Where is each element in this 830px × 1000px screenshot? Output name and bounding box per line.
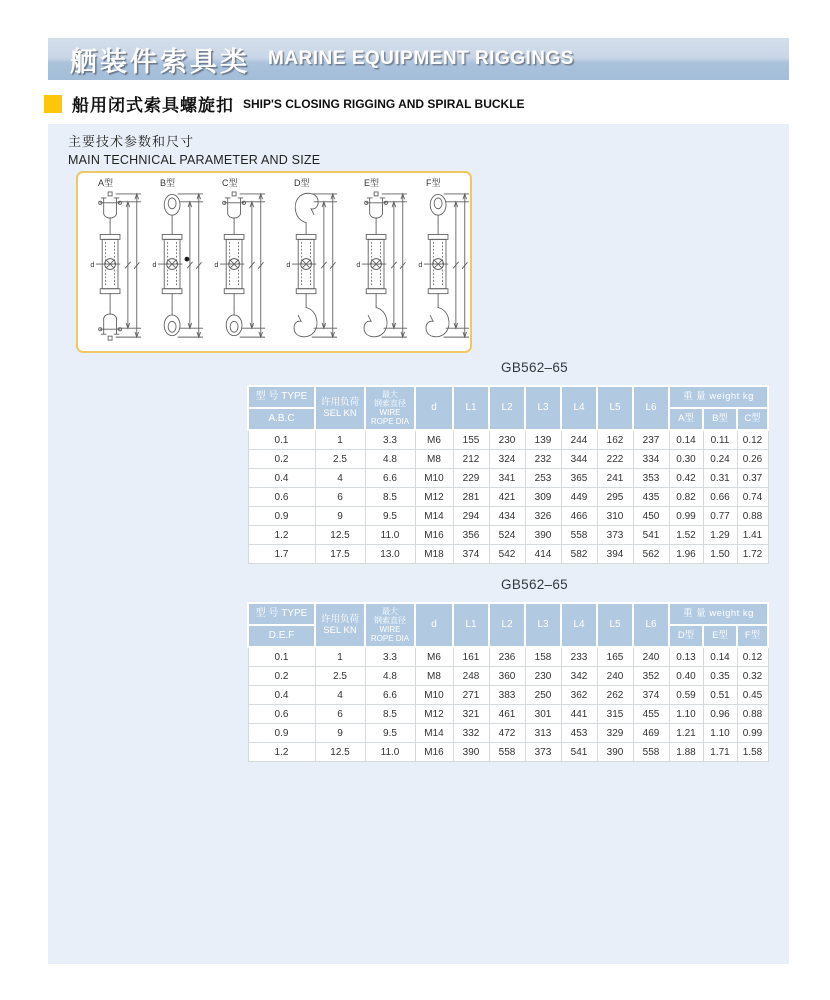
cell-value: 301 xyxy=(525,705,561,724)
spec-table-abc xyxy=(247,385,769,564)
cell-value: 0.99 xyxy=(737,724,768,743)
cell-value: 0.12 xyxy=(737,430,768,450)
cell-value: 374 xyxy=(633,686,669,705)
cell-value: 222 xyxy=(597,450,633,469)
turnbuckle-diagram-box xyxy=(76,171,472,353)
header-dim-col: d xyxy=(415,603,453,647)
spec-table-def-wrap xyxy=(247,602,767,762)
banner-title-zh: 舾装件索具类 xyxy=(70,46,250,77)
header-weight: 重 量 weight kg xyxy=(669,603,768,625)
figure-label: B型 xyxy=(160,178,176,188)
cell-value: M18 xyxy=(415,545,453,564)
figure-label: D型 xyxy=(294,178,310,188)
header-dim-col: L6 xyxy=(633,603,669,647)
header-dim-col: L1 xyxy=(453,603,489,647)
cell-value: 3.3 xyxy=(365,647,415,667)
header-type-sub: D.E.F xyxy=(248,625,315,647)
cell-value: 0.45 xyxy=(737,686,768,705)
cell-value: 353 xyxy=(633,469,669,488)
cell-value: 0.13 xyxy=(669,647,703,667)
cell-value: 0.40 xyxy=(669,667,703,686)
cell-value: 360 xyxy=(489,667,525,686)
table-row xyxy=(248,724,768,743)
cell-value: 1.10 xyxy=(703,724,737,743)
cell-value: 9.5 xyxy=(365,724,415,743)
cell-value: 383 xyxy=(489,686,525,705)
svg-text:d: d xyxy=(356,260,361,270)
cell-value: 421 xyxy=(489,488,525,507)
cell-value: 0.4 xyxy=(248,469,315,488)
cell-value: 4 xyxy=(315,469,365,488)
cell-value: 8.5 xyxy=(365,488,415,507)
cell-value: 362 xyxy=(561,686,597,705)
svg-text:d: d xyxy=(286,260,291,270)
cell-value: 435 xyxy=(633,488,669,507)
cell-value: 4 xyxy=(315,686,365,705)
cell-value: 1.10 xyxy=(669,705,703,724)
cell-value: 9 xyxy=(315,507,365,526)
cell-value: 236 xyxy=(489,647,525,667)
cell-value: 0.74 xyxy=(737,488,768,507)
cell-value: 11.0 xyxy=(365,526,415,545)
cell-value: 0.11 xyxy=(703,430,737,450)
cell-value: 0.9 xyxy=(248,724,315,743)
header-dim-col: L1 xyxy=(453,386,489,430)
cell-value: 321 xyxy=(453,705,489,724)
cell-value: 461 xyxy=(489,705,525,724)
cell-value: 1.41 xyxy=(737,526,768,545)
cell-value: 472 xyxy=(489,724,525,743)
header-type: 型 号 TYPE xyxy=(248,386,315,408)
turnbuckle-figure-e xyxy=(356,178,412,350)
cell-value: 0.30 xyxy=(669,450,703,469)
section-title-en: SHIP'S CLOSING RIGGING AND SPIRAL BUCKLE xyxy=(243,96,525,111)
cell-value: 434 xyxy=(489,507,525,526)
table-row xyxy=(248,545,768,564)
table-row xyxy=(248,686,768,705)
header-weight: 重 量 weight kg xyxy=(669,386,768,408)
cell-value: 1.2 xyxy=(248,526,315,545)
cell-value: 0.37 xyxy=(737,469,768,488)
cell-value: 373 xyxy=(525,743,561,762)
cell-value: 562 xyxy=(633,545,669,564)
figure-label: A型 xyxy=(98,178,114,188)
cell-value: M10 xyxy=(415,469,453,488)
header-dim-col: L3 xyxy=(525,386,561,430)
page-banner xyxy=(48,38,789,80)
table-row xyxy=(248,430,768,450)
cell-value: 0.1 xyxy=(248,430,315,450)
cell-value: 232 xyxy=(525,450,561,469)
cell-value: M12 xyxy=(415,705,453,724)
turnbuckle-figure-d xyxy=(286,178,342,350)
header-type-sub: A.B.C xyxy=(248,408,315,430)
cell-value: 9.5 xyxy=(365,507,415,526)
header-wire-rope-dia: 最大 钢索直径 WIRE ROPE DIA xyxy=(365,386,415,430)
cell-value: 541 xyxy=(561,743,597,762)
cell-value: 4.8 xyxy=(365,667,415,686)
svg-text:d: d xyxy=(152,260,157,270)
cell-value: 558 xyxy=(489,743,525,762)
cell-value: 4.8 xyxy=(365,450,415,469)
cell-value: M10 xyxy=(415,686,453,705)
cell-value: 0.35 xyxy=(703,667,737,686)
cell-value: 0.88 xyxy=(737,507,768,526)
cell-value: 0.88 xyxy=(737,705,768,724)
cell-value: 315 xyxy=(597,705,633,724)
cell-value: 1 xyxy=(315,647,365,667)
turnbuckle-figure-b xyxy=(152,178,208,350)
cell-value: M8 xyxy=(415,450,453,469)
svg-text:d: d xyxy=(214,260,219,270)
cell-value: 250 xyxy=(525,686,561,705)
cell-value: 455 xyxy=(633,705,669,724)
cell-value: 450 xyxy=(633,507,669,526)
cell-value: 394 xyxy=(597,545,633,564)
cell-value: 6 xyxy=(315,488,365,507)
cell-value: 466 xyxy=(561,507,597,526)
section-heading xyxy=(44,91,525,116)
cell-value: 229 xyxy=(453,469,489,488)
cell-value: M6 xyxy=(415,430,453,450)
cell-value: 329 xyxy=(597,724,633,743)
cell-value: 12.5 xyxy=(315,526,365,545)
cell-value: 9 xyxy=(315,724,365,743)
table-row xyxy=(248,507,768,526)
header-wire-rope-dia: 最大 钢索直径 WIRE ROPE DIA xyxy=(365,603,415,647)
cell-value: 0.31 xyxy=(703,469,737,488)
cell-value: 341 xyxy=(489,469,525,488)
header-dim-col: L4 xyxy=(561,386,597,430)
cell-value: 6 xyxy=(315,705,365,724)
cell-value: 582 xyxy=(561,545,597,564)
cell-value: 230 xyxy=(489,430,525,450)
cell-value: 1.71 xyxy=(703,743,737,762)
cell-value: 0.26 xyxy=(737,450,768,469)
cell-value: 248 xyxy=(453,667,489,686)
cell-value: 326 xyxy=(525,507,561,526)
cell-value: 344 xyxy=(561,450,597,469)
cell-value: 390 xyxy=(453,743,489,762)
cell-value: 17.5 xyxy=(315,545,365,564)
turnbuckle-figure-f xyxy=(418,178,474,350)
cell-value: 453 xyxy=(561,724,597,743)
cell-value: 241 xyxy=(597,469,633,488)
cell-value: 0.51 xyxy=(703,686,737,705)
cell-value: 1.29 xyxy=(703,526,737,545)
svg-text:d: d xyxy=(418,260,423,270)
cell-value: 165 xyxy=(597,647,633,667)
cell-value: 356 xyxy=(453,526,489,545)
cell-value: 449 xyxy=(561,488,597,507)
cell-value: 1.58 xyxy=(737,743,768,762)
header-sel-kn: 许用负荷 SEL KN xyxy=(315,603,365,647)
spec-table-def xyxy=(247,602,769,762)
cell-value: 0.9 xyxy=(248,507,315,526)
cell-value: 1.50 xyxy=(703,545,737,564)
cell-value: M6 xyxy=(415,647,453,667)
table-row xyxy=(248,450,768,469)
cell-value: 3.3 xyxy=(365,430,415,450)
header-weight-col: C型 xyxy=(737,408,768,430)
cell-value: 1.72 xyxy=(737,545,768,564)
cell-value: 0.4 xyxy=(248,686,315,705)
cell-value: 390 xyxy=(597,743,633,762)
cell-value: 262 xyxy=(597,686,633,705)
header-dim-col: d xyxy=(415,386,453,430)
cell-value: 0.6 xyxy=(248,488,315,507)
cell-value: 162 xyxy=(597,430,633,450)
cell-value: 0.6 xyxy=(248,705,315,724)
cell-value: 2.5 xyxy=(315,667,365,686)
table-row xyxy=(248,526,768,545)
cell-value: 0.96 xyxy=(703,705,737,724)
cell-value: 0.82 xyxy=(669,488,703,507)
cell-value: 352 xyxy=(633,667,669,686)
spec-table-abc-wrap xyxy=(247,385,767,564)
table-row xyxy=(248,647,768,667)
subtitle-en: MAIN TECHNICAL PARAMETER AND SIZE xyxy=(68,153,321,167)
standard-code-label: GB562–65 xyxy=(501,577,568,592)
header-type: 型 号 TYPE xyxy=(248,603,315,625)
cell-value: 0.77 xyxy=(703,507,737,526)
cell-value: 0.42 xyxy=(669,469,703,488)
cell-value: M8 xyxy=(415,667,453,686)
cell-value: 0.1 xyxy=(248,647,315,667)
header-dim-col: L6 xyxy=(633,386,669,430)
cell-value: 240 xyxy=(633,647,669,667)
cell-value: 541 xyxy=(633,526,669,545)
cell-value: 1.21 xyxy=(669,724,703,743)
cell-value: 1.52 xyxy=(669,526,703,545)
cell-value: 365 xyxy=(561,469,597,488)
cell-value: 233 xyxy=(561,647,597,667)
cell-value: M14 xyxy=(415,507,453,526)
header-dim-col: L2 xyxy=(489,603,525,647)
table-row xyxy=(248,743,768,762)
header-dim-col: L2 xyxy=(489,386,525,430)
cell-value: 414 xyxy=(525,545,561,564)
header-weight-col: F型 xyxy=(737,625,768,647)
header-dim-col: L5 xyxy=(597,603,633,647)
cell-value: 524 xyxy=(489,526,525,545)
header-weight-col: E型 xyxy=(703,625,737,647)
content-panel xyxy=(48,124,789,964)
cell-value: 11.0 xyxy=(365,743,415,762)
cell-value: 155 xyxy=(453,430,489,450)
cell-value: 0.2 xyxy=(248,450,315,469)
cell-value: 212 xyxy=(453,450,489,469)
subtitle-zh: 主要技术参数和尺寸 xyxy=(68,134,195,149)
cell-value: 1.2 xyxy=(248,743,315,762)
cell-value: 0.59 xyxy=(669,686,703,705)
cell-value: 6.6 xyxy=(365,686,415,705)
header-dim-col: L3 xyxy=(525,603,561,647)
cell-value: 0.24 xyxy=(703,450,737,469)
turnbuckle-figure-c xyxy=(214,178,270,350)
cell-value: 310 xyxy=(597,507,633,526)
cell-value: 1.96 xyxy=(669,545,703,564)
cell-value: 0.32 xyxy=(737,667,768,686)
standard-code-label: GB562–65 xyxy=(501,360,568,375)
cell-value: 237 xyxy=(633,430,669,450)
figure-label: C型 xyxy=(222,178,238,188)
cell-value: 12.5 xyxy=(315,743,365,762)
cell-value: 374 xyxy=(453,545,489,564)
cell-value: 0.99 xyxy=(669,507,703,526)
header-dim-col: L5 xyxy=(597,386,633,430)
figure-label: F型 xyxy=(426,178,441,188)
cell-value: 230 xyxy=(525,667,561,686)
cell-value: 0.66 xyxy=(703,488,737,507)
cell-value: 373 xyxy=(597,526,633,545)
cell-value: 558 xyxy=(633,743,669,762)
cell-value: 8.5 xyxy=(365,705,415,724)
banner-title-en: MARINE EQUIPMENT RIGGINGS xyxy=(268,48,574,69)
yellow-square-bullet xyxy=(44,95,62,113)
cell-value: 0.14 xyxy=(703,647,737,667)
cell-value: 2.5 xyxy=(315,450,365,469)
table-row xyxy=(248,667,768,686)
cell-value: 253 xyxy=(525,469,561,488)
turnbuckle-figure-a xyxy=(90,178,146,350)
cell-value: 161 xyxy=(453,647,489,667)
cell-value: 469 xyxy=(633,724,669,743)
cell-value: 324 xyxy=(489,450,525,469)
cell-value: 0.14 xyxy=(669,430,703,450)
subtitle-block xyxy=(68,131,320,167)
table-row xyxy=(248,469,768,488)
header-dim-col: L4 xyxy=(561,603,597,647)
figure-label: E型 xyxy=(364,178,380,188)
cell-value: 13.0 xyxy=(365,545,415,564)
table-row xyxy=(248,488,768,507)
cell-value: 0.12 xyxy=(737,647,768,667)
cell-value: 441 xyxy=(561,705,597,724)
cell-value: M16 xyxy=(415,743,453,762)
cell-value: 313 xyxy=(525,724,561,743)
cell-value: 1.7 xyxy=(248,545,315,564)
cell-value: 271 xyxy=(453,686,489,705)
cell-value: M14 xyxy=(415,724,453,743)
cell-value: 240 xyxy=(597,667,633,686)
header-weight-col: B型 xyxy=(703,408,737,430)
cell-value: M16 xyxy=(415,526,453,545)
cell-value: 1.88 xyxy=(669,743,703,762)
cell-value: 295 xyxy=(597,488,633,507)
cell-value: 158 xyxy=(525,647,561,667)
header-weight-col: D型 xyxy=(669,625,703,647)
cell-value: 332 xyxy=(453,724,489,743)
section-title-zh: 船用闭式索具螺旋扣 xyxy=(72,96,234,115)
cell-value: 342 xyxy=(561,667,597,686)
cell-value: 1 xyxy=(315,430,365,450)
cell-value: M12 xyxy=(415,488,453,507)
cell-value: 334 xyxy=(633,450,669,469)
cell-value: 6.6 xyxy=(365,469,415,488)
header-weight-col: A型 xyxy=(669,408,703,430)
cell-value: 139 xyxy=(525,430,561,450)
cell-value: 244 xyxy=(561,430,597,450)
cell-value: 281 xyxy=(453,488,489,507)
cell-value: 558 xyxy=(561,526,597,545)
cell-value: 294 xyxy=(453,507,489,526)
cell-value: 542 xyxy=(489,545,525,564)
cell-value: 0.2 xyxy=(248,667,315,686)
cell-value: 390 xyxy=(525,526,561,545)
table-row xyxy=(248,705,768,724)
svg-text:d: d xyxy=(90,260,95,270)
header-sel-kn: 许用负荷 SEL KN xyxy=(315,386,365,430)
cell-value: 309 xyxy=(525,488,561,507)
